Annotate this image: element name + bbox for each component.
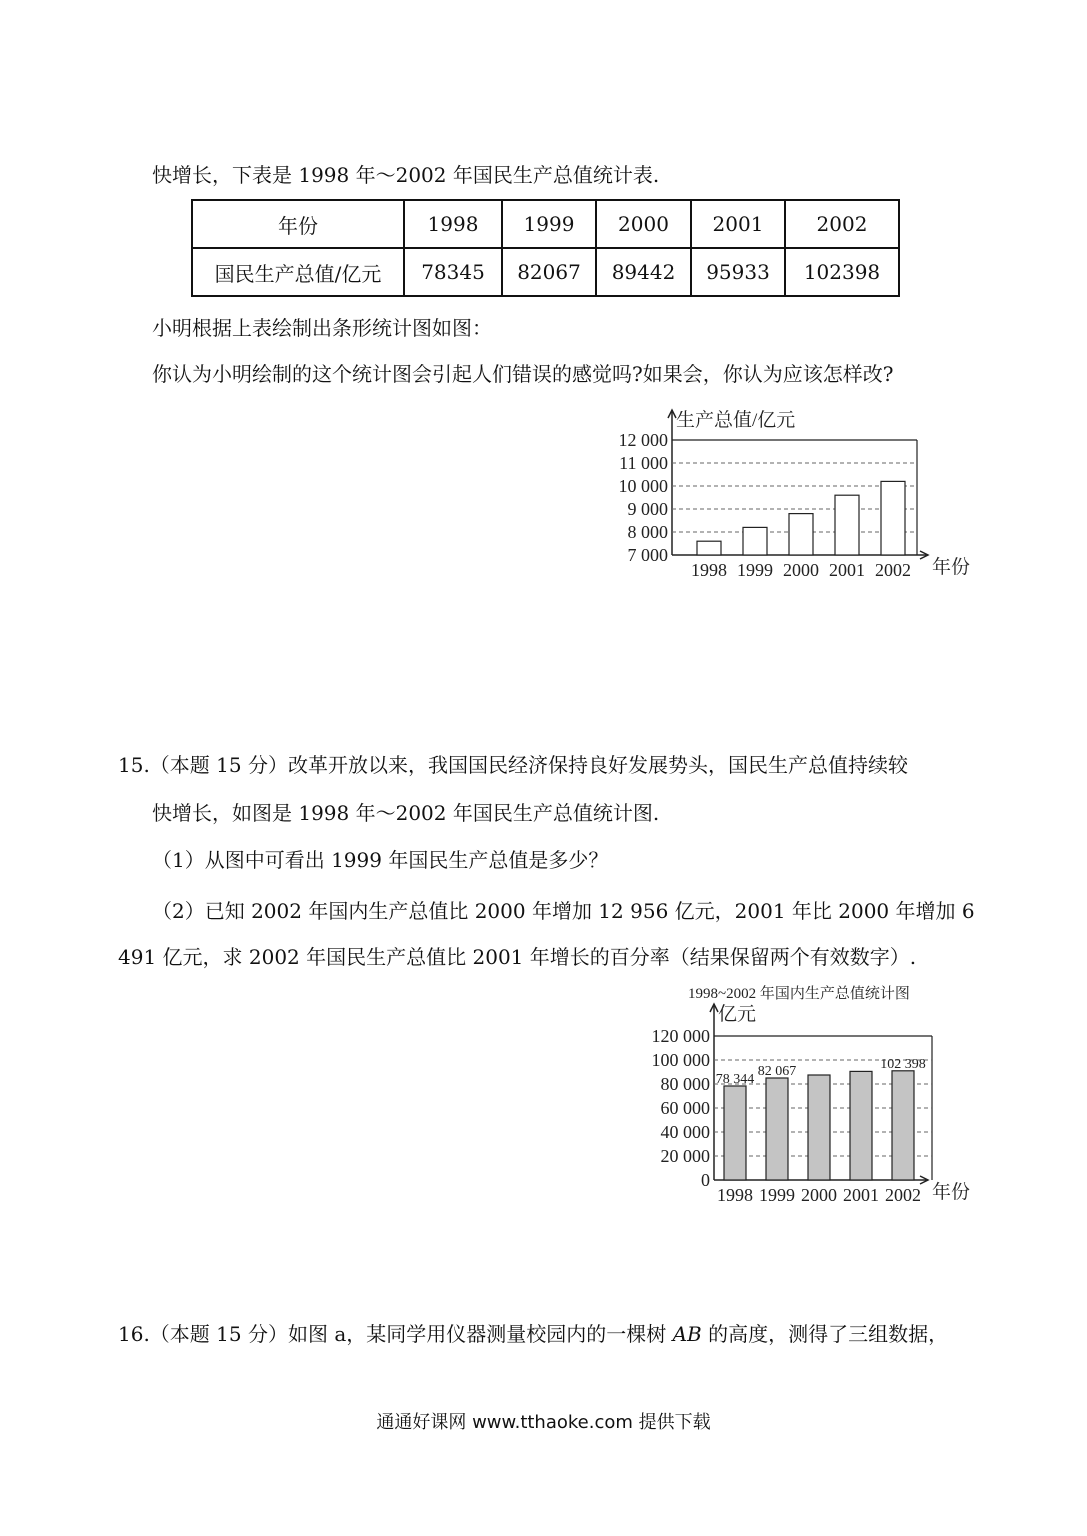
table-cell: 2000 [596,200,691,248]
x-tick-label: 2002 [885,1185,921,1205]
bar [881,481,905,555]
table-row [192,200,899,248]
y-axis-label: 亿元 [718,1004,757,1025]
table-cell: 2002 [785,200,899,248]
footer: 通通好课网 www.tthaoke.com 提供下载 [376,1412,711,1433]
table-cell: 2001 [691,200,785,248]
y-tick-label: 100 000 [651,1050,710,1070]
x-tick-label: 1999 [759,1185,795,1205]
x-tick-label: 1998 [717,1185,753,1205]
data-label: 78 344 [715,1071,755,1087]
x-tick-label: 2000 [783,560,819,580]
bar [697,541,721,555]
y-tick-label: 0 [701,1170,710,1190]
bar-chart-1 [600,408,1000,588]
chart-intro-line: 小明根据上表绘制出条形统计图如图： [152,316,492,340]
bar [766,1078,788,1180]
y-tick-label: 80 000 [660,1074,710,1094]
q16-text: 的高度，测得了三组数据， [701,1322,949,1346]
x-tick-label: 1998 [691,560,727,580]
table-cell: 1999 [502,200,596,248]
table-cell: 102398 [785,248,899,296]
y-tick-label: 60 000 [660,1098,710,1118]
bar [808,1075,830,1180]
y-tick-label: 7 000 [627,545,668,565]
q16-variable: AB [672,1322,702,1346]
data-label: 102 398 [880,1056,926,1072]
bar [789,514,813,555]
table-cell: 1998 [404,200,502,248]
question-line: 你认为小明绘制的这个统计图会引起人们错误的感觉吗?如果会，你认为应该怎样改? [152,362,894,386]
x-tick-label: 2001 [843,1185,879,1205]
bar [724,1086,746,1180]
y-tick-label: 40 000 [660,1122,710,1142]
gdp-table [191,199,900,297]
q16-text: 16.（本题 15 分）如图 a，某同学用仪器测量校园内的一棵树 [118,1322,673,1346]
bar [743,527,767,555]
bar [835,495,859,555]
q16-line1 [118,1321,948,1347]
y-tick-label: 120 000 [651,1026,710,1046]
q15-line2: 快增长，如图是 1998 年～2002 年国民生产总值统计图. [152,801,660,825]
table-cell: 78345 [404,248,502,296]
y-axis-label: 生产总值/亿元 [676,410,796,431]
q15-line4: （2）已知 2002 年国内生产总值比 2000 年增加 12 956 亿元，2001 年比 2000 年增加 6 [152,899,975,923]
bar [892,1071,914,1180]
intro-line: 快增长，下表是 1998 年～2002 年国民生产总值统计表. [152,163,660,187]
table-header-cell: 年份 [192,200,404,248]
x-tick-label: 2002 [875,560,911,580]
x-tick-label: 1999 [737,560,773,580]
y-tick-label: 9 000 [627,499,668,519]
y-tick-label: 10 000 [618,476,668,496]
q15-line3: （1）从图中可看出 1999 年国民生产总值是多少？ [152,848,609,872]
table-row [192,248,899,296]
table-header-cell: 国民生产总值/亿元 [192,248,404,296]
bar-chart-2 [610,980,1000,1210]
chart-title: 1998~2002 年国内生产总值统计图 [688,986,910,1002]
data-label: 82 067 [757,1064,797,1079]
table-cell: 82067 [502,248,596,296]
bar [850,1071,872,1180]
y-tick-label: 20 000 [660,1146,710,1166]
q15-line5: 491 亿元，求 2002 年国民生产总值比 2001 年增长的百分率（结果保留两个有效数字）. [118,945,917,969]
y-tick-label: 12 000 [618,430,668,450]
x-tick-label: 2001 [829,560,865,580]
table-cell: 95933 [691,248,785,296]
x-axis-label: 年份 [932,557,971,578]
table-cell: 89442 [596,248,691,296]
y-tick-label: 8 000 [627,522,668,542]
x-axis-label: 年份 [932,1182,971,1203]
q15-line1: 15.（本题 15 分）改革开放以来，我国国民经济保持良好发展势头，国民生产总值持续较 [118,753,908,777]
x-tick-label: 2000 [801,1185,837,1205]
y-tick-label: 11 000 [619,453,668,473]
